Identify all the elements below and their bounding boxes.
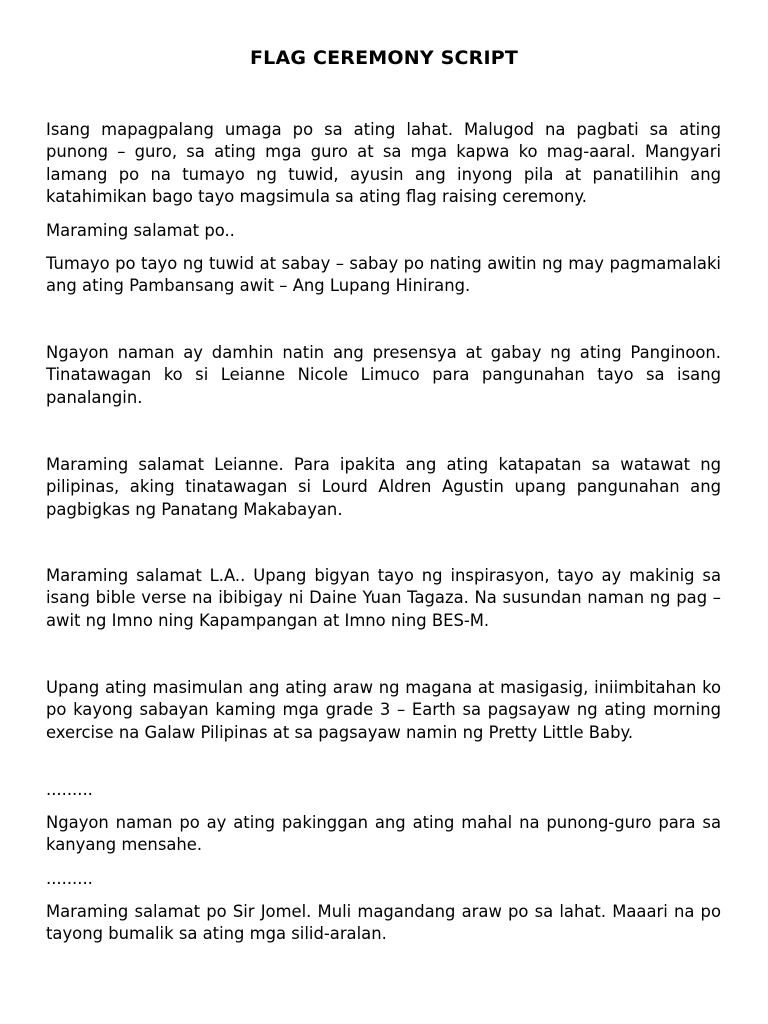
paragraph-principal-message: Ngayon naman po ay ating pakinggan ang ating mahal na punong-guro para sa kanyang mensahe. xyxy=(46,813,721,855)
paragraph-thanks: Maraming salamat po.. xyxy=(46,221,235,240)
paragraph-ellipsis-2: ......... xyxy=(46,869,93,888)
paragraph-bible-verse: Maraming salamat L.A.. Upang bigyan tayo ng inspirasyon, tayo ay makinig sa isang bible verse na ibibigay ni Daine Yuan Tagaza. Na susundan naman ng pag – awit ng Imno ning Kapampangan at Imno ning BES-M. xyxy=(46,566,721,630)
paragraph-ellipsis-1: ......... xyxy=(46,780,93,799)
paragraph-pledge: Maraming salamat Leianne. Para ipakita ang ating katapatan sa watawat ng pilipinas, aking tinatawagan si Lourd Aldren Agustin upang pangunahan ang pagbigkas ng Panatang Makabayan. xyxy=(46,455,721,519)
paragraph-morning-exercise: Upang ating masimulan ang ating araw ng magana at masigasig, iniimbitahan ko po kayong sabayan kaming mga grade 3 – Earth sa pagsayaw ng ating morning exercise na Galaw Pilipinas at sa pagsayaw namin ng Pretty Little Baby. xyxy=(46,678,721,742)
paragraph-greeting: Isang mapagpalang umaga po sa ating lahat. Malugod na pagbati sa ating punong – guro, sa ating mga guro at sa mga kapwa ko mag-aaral. Mangyari lamang po na tumayo ng tuwid, ayusin ang inyong pila at panatilihin ang katahimikan bago tayo magsimula sa ating flag raising ceremony. xyxy=(46,120,721,207)
paragraph-prayer: Ngayon naman ay damhin natin ang presensya at gabay ng ating Panginoon. Tinatawagan ko si Leianne Nicole Limuco para pangunahan tayo sa isang panalangin. xyxy=(46,343,721,407)
paragraph-closing: Maraming salamat po Sir Jomel. Muli magandang araw po sa lahat. Maaari na po tayong bumalik sa ating mga silid-aralan. xyxy=(46,902,721,944)
document-title: FLAG CEREMONY SCRIPT xyxy=(249,47,519,69)
paragraph-national-anthem: Tumayo po tayo ng tuwid at sabay – sabay po nating awitin ng may pagmamalaki ang ating Pambansang awit – Ang Lupang Hinirang. xyxy=(46,254,721,296)
